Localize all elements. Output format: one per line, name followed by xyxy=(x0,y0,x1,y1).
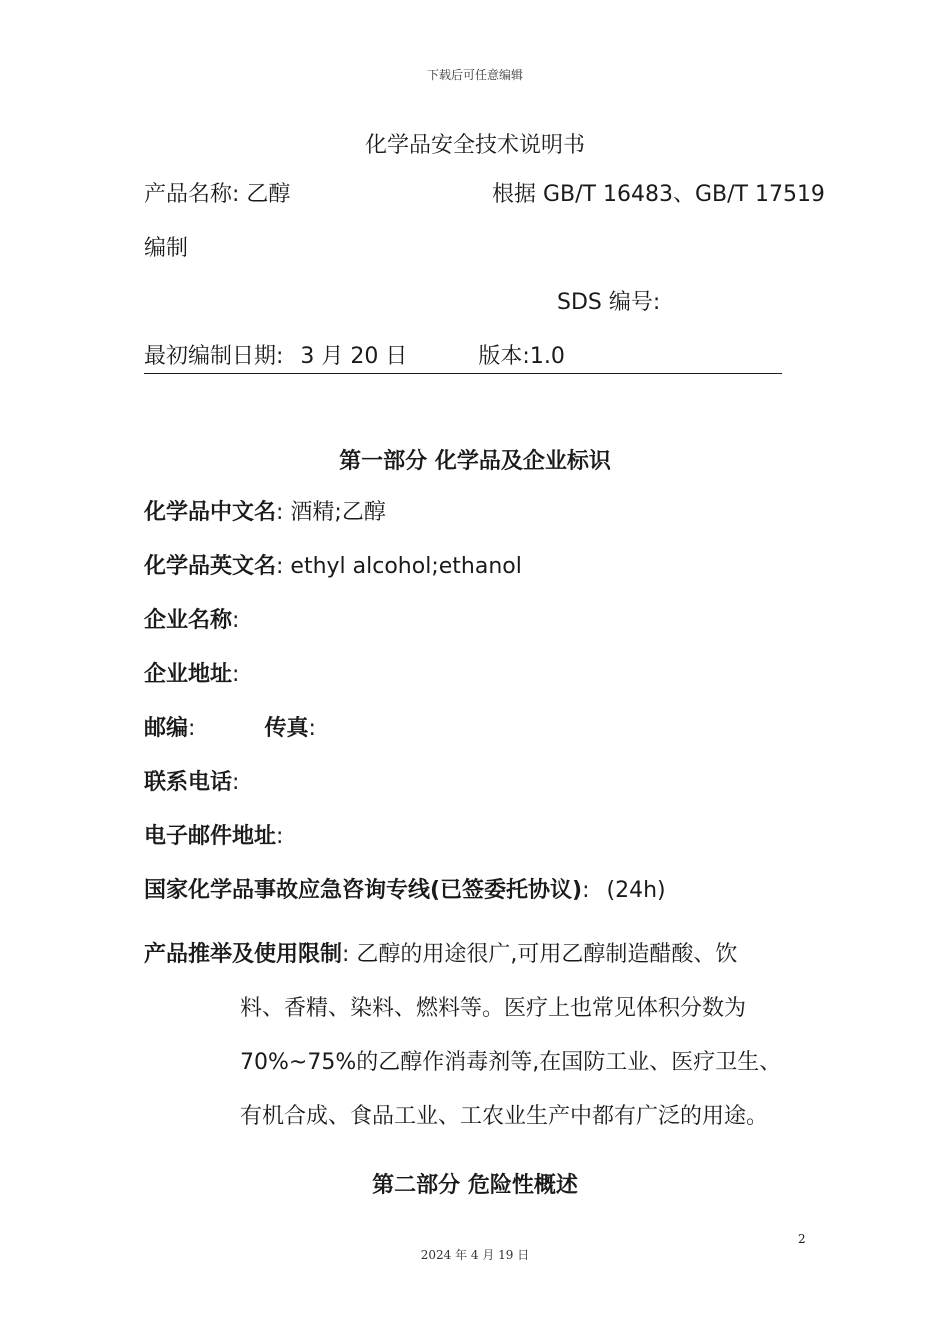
colon: : xyxy=(276,824,284,849)
standard-basis: 根据 GB/T 16483、GB/T 17519 xyxy=(492,182,825,207)
colon: : xyxy=(232,770,240,795)
en-name-label: 化学品英文名 xyxy=(144,554,277,579)
section-1-title: 第一部分 化学品及企业标识 xyxy=(339,449,611,474)
colon: : xyxy=(308,716,316,741)
colon: : xyxy=(276,554,291,579)
date-label: 最初编制日期: xyxy=(144,344,284,369)
company-row xyxy=(144,606,239,636)
date-value: 3 月 20 日 xyxy=(300,344,408,369)
postcode-fax-row xyxy=(144,714,316,744)
product-name-label: 产品名称 xyxy=(144,182,233,207)
colon: : xyxy=(188,716,196,741)
cn-name-label: 化学品中文名 xyxy=(144,500,277,525)
use-line-1: 乙醇的用途很广,可用乙醇制造醋酸、饮 xyxy=(356,942,738,967)
section-2-title: 第二部分 危险性概述 xyxy=(372,1173,578,1198)
address-label: 企业地址 xyxy=(144,662,233,687)
colon: : xyxy=(232,662,240,687)
phone-label: 联系电话 xyxy=(144,770,233,795)
phone-row xyxy=(144,768,239,798)
product-name-value: 乙醇 xyxy=(246,182,291,207)
product-name-row xyxy=(144,180,290,210)
use-line-1-wrap xyxy=(144,942,737,967)
page-header: 下载后可任意编辑 xyxy=(426,68,523,82)
colon: : xyxy=(342,942,357,967)
product-use-paragraph xyxy=(144,928,824,1144)
colon: : xyxy=(232,608,240,633)
page-number: 2 xyxy=(798,1232,806,1246)
colon: : xyxy=(582,878,597,903)
cn-name-value: 酒精;乙醇 xyxy=(290,500,386,525)
version-label: 版本: xyxy=(478,344,530,369)
sds-number: SDS 编号: xyxy=(557,290,661,315)
use-line-3: 70%~75%的乙醇作消毒剂等,在国防工业、医疗卫生、 xyxy=(240,1050,782,1075)
colon: : xyxy=(276,500,291,525)
fax-label: 传真 xyxy=(264,716,309,741)
document-title: 化学品安全技术说明书 xyxy=(364,133,585,158)
use-line-4: 有机合成、食品工业、工农业生产中都有广泛的用途。 xyxy=(240,1104,769,1129)
company-label: 企业名称 xyxy=(144,608,233,633)
email-label: 电子邮件地址 xyxy=(144,824,277,849)
compile-text: 编制 xyxy=(144,236,189,261)
hotline-row xyxy=(144,876,666,906)
version-value: 1.0 xyxy=(529,344,565,369)
cn-name-row xyxy=(144,498,386,528)
colon: : xyxy=(232,182,247,207)
hotline-label: 国家化学品事故应急咨询专线(已签委托协议) xyxy=(144,878,583,903)
en-name-value: ethyl alcohol;ethanol xyxy=(290,554,522,579)
use-label: 产品推举及使用限制 xyxy=(144,942,343,967)
use-line-2: 料、香精、染料、燃料等。医疗上也常见体积分数为 xyxy=(240,996,747,1021)
en-name-row xyxy=(144,552,522,582)
postcode-label: 邮编 xyxy=(144,716,189,741)
hotline-value: (24h) xyxy=(606,878,666,903)
email-row xyxy=(144,822,283,852)
address-row xyxy=(144,660,239,690)
footer-date: 2024 年 4 月 19 日 xyxy=(420,1248,530,1262)
date-version-row xyxy=(144,342,782,374)
